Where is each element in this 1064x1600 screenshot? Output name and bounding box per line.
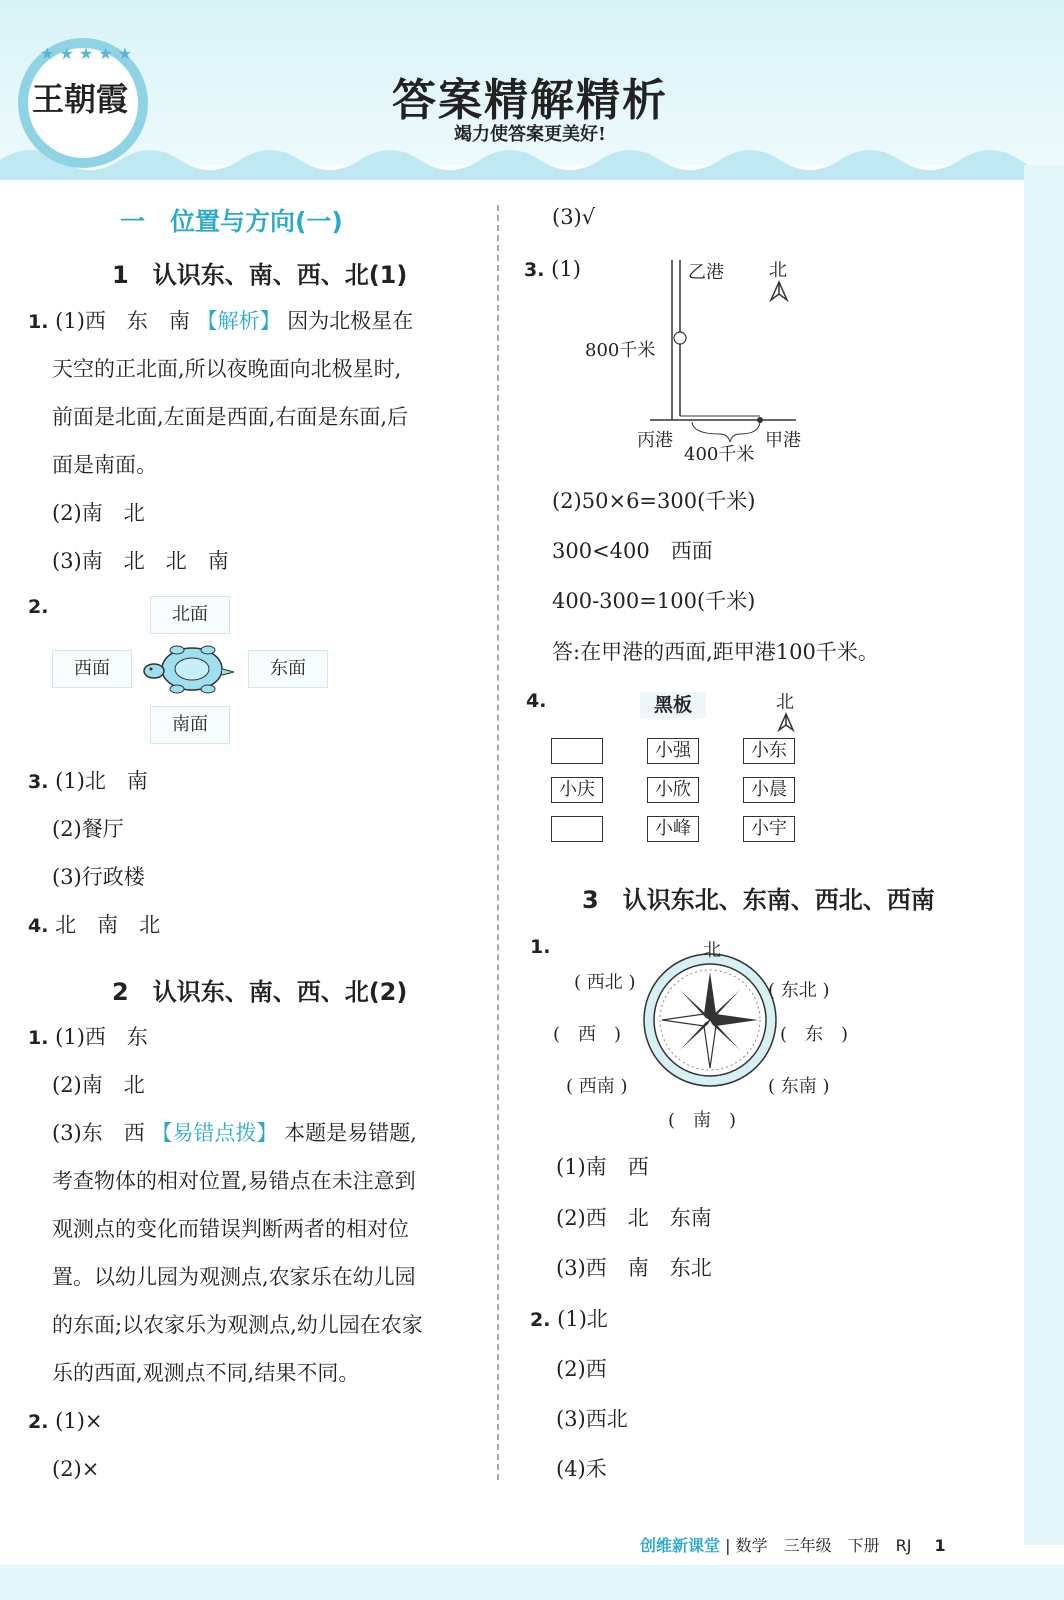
s3q2-part-3: (3)西北 <box>556 1407 628 1431</box>
q1-answer-1: (1)西 东 南 <box>55 309 190 333</box>
s3q1-part-1: (1)南 西 <box>556 1155 649 1179</box>
wave-decoration <box>0 140 1064 180</box>
q3-part-3: (3)行政楼 <box>52 865 145 889</box>
q1-analysis-start: 因为北极星在 <box>287 309 414 333</box>
star-icon: ★ <box>117 44 133 63</box>
s2q2-part-1: (1)× <box>55 1409 103 1433</box>
s2q1-tip-start: 本题是易错题, <box>284 1121 417 1145</box>
compass-southwest: ( 西南 ) <box>566 1076 628 1097</box>
q1-part-2: (2)南 北 <box>52 501 145 525</box>
q1-number: 1. <box>28 311 49 333</box>
page-subtitle: 竭力使答案更美好! <box>454 124 606 145</box>
s2q1-part-3-answer: (3)东 西 <box>52 1121 145 1145</box>
q3-part-2: (2)餐厅 <box>52 817 124 841</box>
page-title: 答案精解精析 <box>392 75 668 126</box>
s3q1-number: 1. <box>530 936 551 958</box>
s2q1-tip-line-6: 乐的西面,观测点不同,结果不同。 <box>52 1361 360 1385</box>
prev-part-3: (3)√ <box>552 205 596 229</box>
turtle-icon <box>142 638 238 700</box>
analysis-tag: 【解析】 <box>196 309 281 333</box>
q2-number: 2. <box>28 596 49 618</box>
q1-line-4: 面是南面。 <box>52 453 157 477</box>
compass-northeast: ( 东北 ) <box>768 980 830 1001</box>
q1-line-3: 前面是北面,左面是西面,右面是东面,后 <box>52 405 409 429</box>
compass-north-label: 北 <box>703 940 721 961</box>
q3-number: 3. <box>28 771 49 793</box>
port-jia-label: 甲港 <box>765 430 801 451</box>
q4-number: 4. <box>28 915 49 937</box>
logo-stars <box>40 44 132 63</box>
q4-line <box>28 910 160 941</box>
rq3-part-1: (1) <box>551 257 581 281</box>
direction-east-box: 东面 <box>248 650 328 688</box>
compass-south: ( 南 ) <box>668 1110 737 1131</box>
rq3-calc-3: 400-300=100(千米) <box>552 589 756 613</box>
s3q2-part-1: (1)北 <box>557 1307 608 1331</box>
direction-west-box: 西面 <box>52 650 132 688</box>
s3q2-line-1 <box>530 1304 608 1335</box>
s3q2-part-4: (4)禾 <box>556 1457 607 1481</box>
s3q2-number: 2. <box>530 1309 551 1331</box>
footer-details: | 数学 三年级 下册 RJ <box>725 1536 912 1555</box>
section-title-1: 1 认识东、南、西、北(1) <box>112 261 408 289</box>
footer-info <box>640 1533 946 1556</box>
distance-800-label: 800千米 <box>585 340 656 361</box>
star-icon: ★ <box>59 44 74 63</box>
section-title-3: 3 认识东北、东南、西北、西南 <box>582 886 935 914</box>
rq4-number: 4. <box>526 690 547 712</box>
compass-east: ( 东 ) <box>780 1024 849 1045</box>
right-border <box>1024 165 1064 1545</box>
rq3-calc-2: 300<400 西面 <box>552 539 713 563</box>
seat-r1c3: 小东 <box>743 738 795 764</box>
compass-southeast: ( 东南 ) <box>768 1076 830 1097</box>
map-north-label: 北 <box>769 260 787 281</box>
compass-west: ( 西 ) <box>553 1024 622 1045</box>
star-icon: ★ <box>78 44 94 63</box>
section-title-2: 2 认识东、南、西、北(2) <box>112 978 408 1006</box>
rq3-answer: 答:在甲港的西面,距甲港100千米。 <box>552 640 879 664</box>
north-arrow-icon <box>776 712 796 732</box>
direction-north-box: 北面 <box>150 596 230 634</box>
s2q2-number: 2. <box>28 1411 49 1433</box>
column-divider <box>497 205 499 1480</box>
logo-text: 王朝霞 <box>31 80 128 118</box>
compass-icon <box>640 950 780 1090</box>
footer-brand: 创维新课堂 <box>640 1536 721 1555</box>
star-icon: ★ <box>98 44 113 63</box>
compass-northwest: ( 西北 ) <box>574 972 636 993</box>
s2q1-tip-line-2: 考查物体的相对位置,易错点在未注意到 <box>52 1169 416 1193</box>
s2q1-part-1: (1)西 东 <box>55 1025 148 1049</box>
port-bing-label: 丙港 <box>637 430 673 451</box>
s2q1-tip-line-4: 置。以幼儿园为观测点,农家乐在幼儿园 <box>52 1265 416 1289</box>
seat-r3c1 <box>551 816 603 842</box>
port-yi-label: 乙港 <box>688 262 724 283</box>
seat-r1c1 <box>551 738 603 764</box>
s3q1-part-2: (2)西 北 东南 <box>556 1206 712 1230</box>
seat-r2c3: 小晨 <box>743 777 795 803</box>
rq3-number: 3. <box>524 259 545 281</box>
page-number: 1 <box>934 1536 946 1555</box>
s2q1-tip-line-5: 的东面;以农家乐为观测点,幼儿园在农家 <box>52 1313 423 1337</box>
north-arrow-icon <box>768 280 790 302</box>
s2q1-part-3 <box>52 1118 417 1148</box>
chapter-title: 一 位置与方向(一) <box>120 207 343 236</box>
s3q2-part-2: (2)西 <box>556 1357 607 1381</box>
seat-r3c2: 小峰 <box>647 816 699 842</box>
s3q1-part-3: (3)西 南 东北 <box>556 1256 712 1280</box>
q4-answer: 北 南 北 <box>55 913 161 937</box>
q1-line-2: 天空的正北面,所以夜晚面向北极星时, <box>52 357 402 381</box>
s2q1-number: 1. <box>28 1027 49 1049</box>
error-tip-tag: 【易错点拨】 <box>151 1121 278 1145</box>
s2q1-line-1 <box>28 1022 148 1053</box>
q3-line-1 <box>28 766 148 797</box>
q1-part-3: (3)南 北 北 南 <box>52 549 229 573</box>
s2q1-part-2: (2)南 北 <box>52 1073 145 1097</box>
footer-band <box>0 1565 1064 1600</box>
seat-r3c3: 小宇 <box>743 816 795 842</box>
distance-400-label: 400千米 <box>684 444 755 465</box>
blackboard-label: 黑板 <box>640 692 706 718</box>
q3-part-1: (1)北 南 <box>55 769 148 793</box>
seat-r2c1: 小庆 <box>551 777 603 803</box>
q1-line-1 <box>28 306 413 337</box>
s2q2-part-2: (2)× <box>52 1457 100 1481</box>
s2q1-tip-line-3: 观测点的变化而错误判断两者的相对位 <box>52 1217 409 1241</box>
star-icon: ★ <box>40 44 55 63</box>
seating-north-label: 北 <box>776 692 794 713</box>
direction-south-box: 南面 <box>150 706 230 744</box>
rq3-calc-1: (2)50×6=300(千米) <box>552 489 756 513</box>
seat-r1c2: 小强 <box>647 738 699 764</box>
seat-r2c2: 小欣 <box>647 777 699 803</box>
s2q2-line-1 <box>28 1406 102 1437</box>
